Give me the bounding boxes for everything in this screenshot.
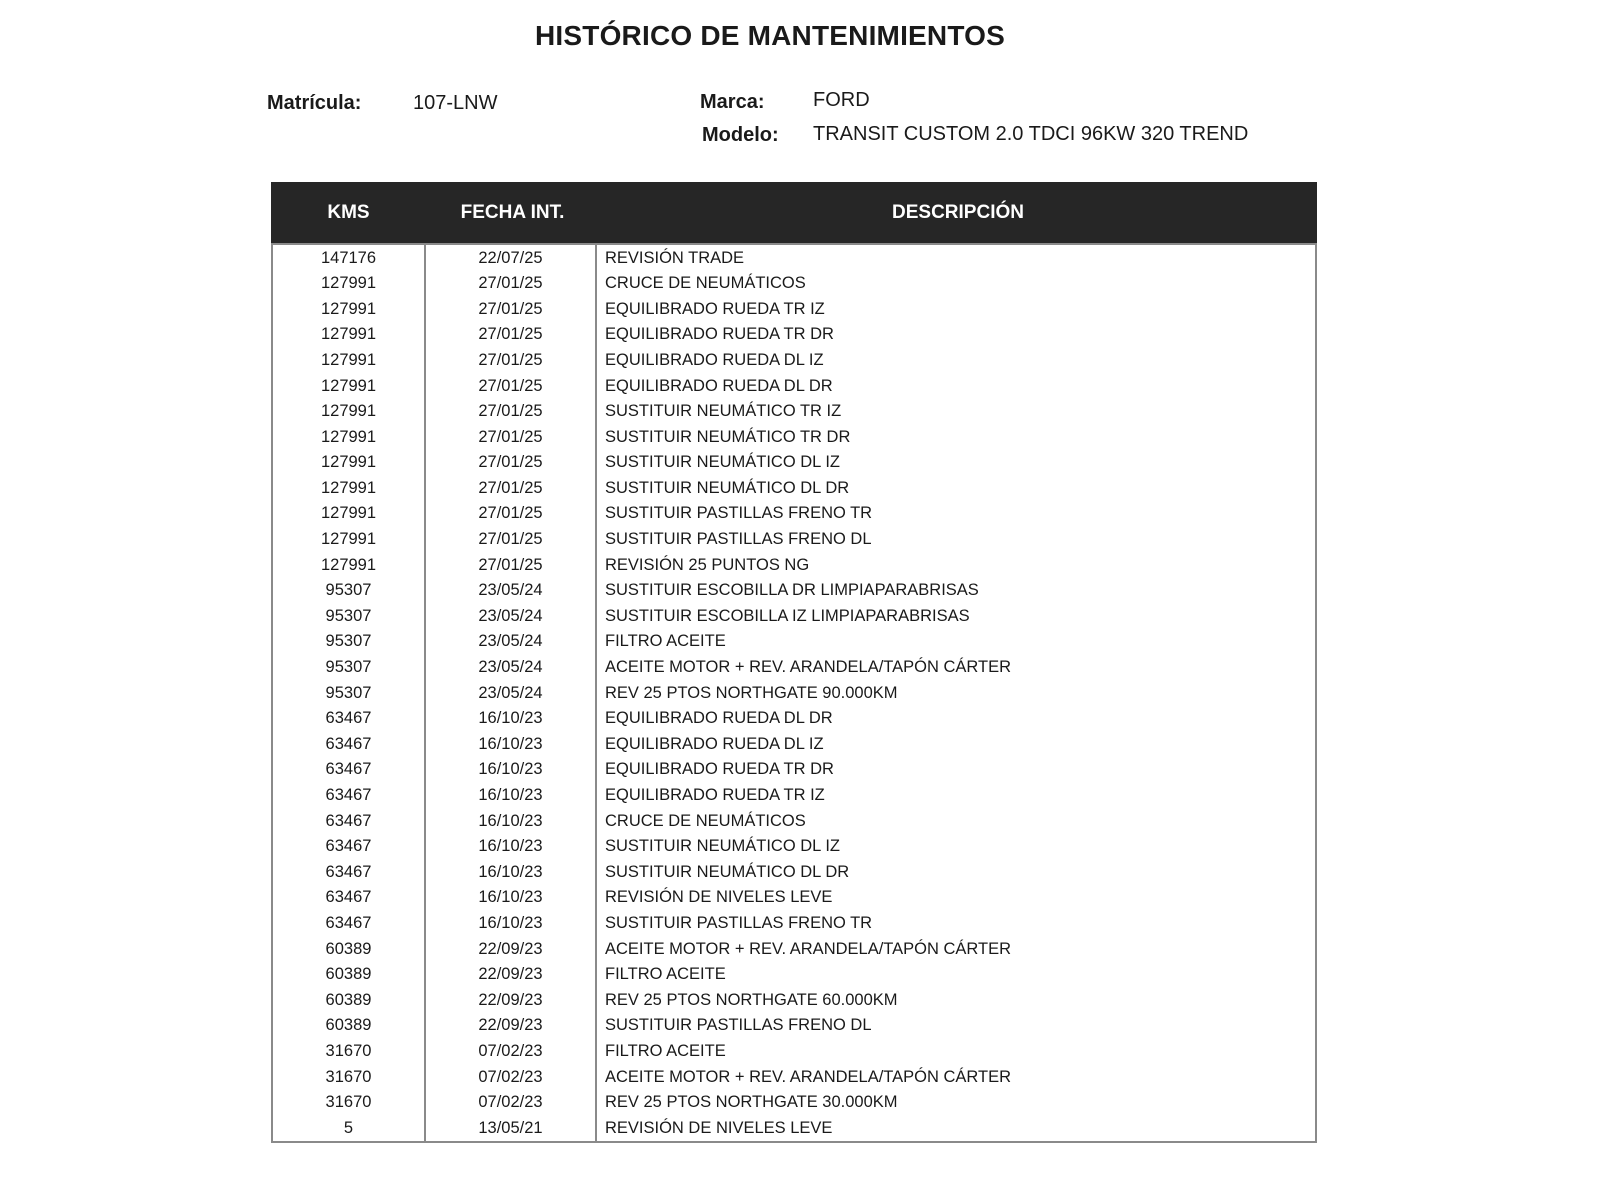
descripcion-cell: REV 25 PTOS NORTHGATE 30.000KM <box>605 1093 898 1112</box>
descripcion-cell: FILTRO ACEITE <box>605 965 726 984</box>
kms-cell: 60389 <box>273 987 426 1013</box>
table-row <box>273 1064 1315 1090</box>
descripcion-cell: SUSTITUIR NEUMÁTICO DL DR <box>605 862 850 881</box>
fecha-cell: 16/10/23 <box>426 885 597 911</box>
descripcion-cell: REVISIÓN DE NIVELES LEVE <box>605 888 833 907</box>
descripcion-cell: ACEITE MOTOR + REV. ARANDELA/TAPÓN CÁRTER <box>605 1067 1012 1086</box>
fecha-cell: 27/01/25 <box>426 322 597 348</box>
descripcion-cell: EQUILIBRADO RUEDA TR DR <box>605 760 834 779</box>
fecha-cell: 22/09/23 <box>426 987 597 1013</box>
descripcion-cell: REV 25 PTOS NORTHGATE 60.000KM <box>605 990 898 1009</box>
fecha-cell: 27/01/25 <box>426 424 597 450</box>
descripcion-cell: CRUCE DE NEUMÁTICOS <box>605 274 806 293</box>
table-row <box>273 655 1315 681</box>
table-row <box>273 1090 1315 1116</box>
descripcion-cell: CRUCE DE NEUMÁTICOS <box>605 811 806 830</box>
column-header-fecha-int: FECHA INT. <box>460 201 565 223</box>
descripcion-cell: ACEITE MOTOR + REV. ARANDELA/TAPÓN CÁRTER <box>605 939 1012 958</box>
table-row <box>273 782 1315 808</box>
kms-cell: 63467 <box>273 706 426 732</box>
fecha-cell: 13/05/21 <box>426 1115 597 1141</box>
fecha-cell: 16/10/23 <box>426 731 597 757</box>
table-row <box>273 475 1315 501</box>
table-row <box>273 450 1315 476</box>
descripcion-cell: REVISIÓN 25 PUNTOS NG <box>605 555 810 574</box>
table-row <box>273 1013 1315 1039</box>
descripcion-cell: EQUILIBRADO RUEDA DL DR <box>605 709 833 728</box>
descripcion-cell: EQUILIBRADO RUEDA TR IZ <box>605 299 825 318</box>
table-row <box>273 936 1315 962</box>
table-body <box>271 243 1317 1143</box>
kms-cell: 63467 <box>273 782 426 808</box>
table-row <box>273 424 1315 450</box>
kms-cell: 127991 <box>273 296 426 322</box>
table-row <box>273 347 1315 373</box>
fecha-cell: 27/01/25 <box>426 527 597 553</box>
table-header <box>271 182 1317 243</box>
descripcion-cell: REVISIÓN DE NIVELES LEVE <box>605 1118 833 1137</box>
page-title: HISTÓRICO DE MANTENIMIENTOS <box>534 20 1005 51</box>
kms-cell: 95307 <box>273 629 426 655</box>
column-header-kms: KMS <box>327 201 370 223</box>
table-row <box>273 834 1315 860</box>
fecha-cell: 07/02/23 <box>426 1090 597 1116</box>
table-row <box>273 322 1315 348</box>
descripcion-cell: EQUILIBRADO RUEDA DL DR <box>605 376 833 395</box>
table-row <box>273 399 1315 425</box>
kms-cell: 5 <box>273 1115 426 1141</box>
table-row <box>273 552 1315 578</box>
kms-cell: 95307 <box>273 603 426 629</box>
kms-cell: 95307 <box>273 680 426 706</box>
fecha-cell: 27/01/25 <box>426 347 597 373</box>
fecha-cell: 27/01/25 <box>426 296 597 322</box>
fecha-cell: 27/01/25 <box>426 373 597 399</box>
descripcion-cell: SUSTITUIR PASTILLAS FRENO DL <box>605 1016 872 1035</box>
descripcion-cell: SUSTITUIR NEUMÁTICO TR DR <box>605 427 851 446</box>
table-row <box>273 885 1315 911</box>
table-row <box>273 757 1315 783</box>
descripcion-cell: SUSTITUIR PASTILLAS FRENO DL <box>605 530 872 549</box>
kms-cell: 31670 <box>273 1090 426 1116</box>
fecha-cell: 27/01/25 <box>426 271 597 297</box>
kms-cell: 31670 <box>273 1038 426 1064</box>
fecha-cell: 22/09/23 <box>426 936 597 962</box>
descripcion-cell: REVISIÓN TRADE <box>605 248 745 267</box>
fecha-cell: 16/10/23 <box>426 910 597 936</box>
descripcion-cell: EQUILIBRADO RUEDA DL IZ <box>605 734 824 753</box>
column-header-descripcion: DESCRIPCIÓN <box>892 201 1024 223</box>
descripcion-cell: FILTRO ACEITE <box>605 1041 726 1060</box>
table-row <box>273 296 1315 322</box>
table-row <box>273 910 1315 936</box>
table-row <box>273 962 1315 988</box>
marca-label: Marca: <box>700 91 765 113</box>
kms-cell: 95307 <box>273 578 426 604</box>
kms-cell: 127991 <box>273 501 426 527</box>
fecha-cell: 27/01/25 <box>426 399 597 425</box>
table-row <box>273 731 1315 757</box>
kms-cell: 127991 <box>273 450 426 476</box>
kms-cell: 127991 <box>273 475 426 501</box>
descripcion-cell: FILTRO ACEITE <box>605 632 726 651</box>
table-row <box>273 501 1315 527</box>
kms-cell: 60389 <box>273 962 426 988</box>
descripcion-cell: SUSTITUIR NEUMÁTICO DL IZ <box>605 837 840 856</box>
kms-cell: 127991 <box>273 271 426 297</box>
descripcion-cell: SUSTITUIR PASTILLAS FRENO TR <box>605 913 873 932</box>
table-row <box>273 603 1315 629</box>
kms-cell: 127991 <box>273 322 426 348</box>
fecha-cell: 22/09/23 <box>426 1013 597 1039</box>
descripcion-cell: EQUILIBRADO RUEDA TR DR <box>605 325 834 344</box>
kms-cell: 60389 <box>273 936 426 962</box>
descripcion-cell: SUSTITUIR ESCOBILLA IZ LIMPIAPARABRISAS <box>605 606 970 625</box>
table-row <box>273 987 1315 1013</box>
modelo-value: TRANSIT CUSTOM 2.0 TDCI 96KW 320 TREND <box>813 123 1249 145</box>
descripcion-cell: SUSTITUIR NEUMÁTICO DL DR <box>605 478 850 497</box>
fecha-cell: 16/10/23 <box>426 782 597 808</box>
kms-cell: 127991 <box>273 347 426 373</box>
table-row <box>273 1115 1315 1141</box>
kms-cell: 127991 <box>273 424 426 450</box>
descripcion-cell: SUSTITUIR ESCOBILLA DR LIMPIAPARABRISAS <box>605 581 979 600</box>
fecha-cell: 07/02/23 <box>426 1038 597 1064</box>
descripcion-cell: EQUILIBRADO RUEDA DL IZ <box>605 350 824 369</box>
kms-cell: 63467 <box>273 885 426 911</box>
table-row <box>273 629 1315 655</box>
kms-cell: 63467 <box>273 757 426 783</box>
table-row <box>273 271 1315 297</box>
fecha-cell: 16/10/23 <box>426 859 597 885</box>
kms-cell: 63467 <box>273 834 426 860</box>
fecha-cell: 27/01/25 <box>426 501 597 527</box>
fecha-cell: 27/01/25 <box>426 475 597 501</box>
matricula-label: Matrícula: <box>267 92 362 114</box>
kms-cell: 147176 <box>273 245 426 271</box>
kms-cell: 95307 <box>273 655 426 681</box>
table-row <box>273 706 1315 732</box>
fecha-cell: 27/01/25 <box>426 552 597 578</box>
fecha-cell: 16/10/23 <box>426 808 597 834</box>
table-row <box>273 527 1315 553</box>
marca-value: FORD <box>813 89 870 111</box>
descripcion-cell: SUSTITUIR PASTILLAS FRENO TR <box>605 504 873 523</box>
fecha-cell: 07/02/23 <box>426 1064 597 1090</box>
table-row <box>273 578 1315 604</box>
kms-cell: 127991 <box>273 527 426 553</box>
kms-cell: 127991 <box>273 373 426 399</box>
descripcion-cell: EQUILIBRADO RUEDA TR IZ <box>605 786 825 805</box>
table-row <box>273 373 1315 399</box>
fecha-cell: 23/05/24 <box>426 680 597 706</box>
table-row <box>273 680 1315 706</box>
matricula-value: 107-LNW <box>413 92 498 114</box>
fecha-cell: 23/05/24 <box>426 629 597 655</box>
kms-cell: 63467 <box>273 808 426 834</box>
fecha-cell: 23/05/24 <box>426 655 597 681</box>
fecha-cell: 16/10/23 <box>426 757 597 783</box>
kms-cell: 63467 <box>273 731 426 757</box>
descripcion-cell: SUSTITUIR NEUMÁTICO DL IZ <box>605 453 840 472</box>
descripcion-cell: REV 25 PTOS NORTHGATE 90.000KM <box>605 683 898 702</box>
kms-cell: 127991 <box>273 552 426 578</box>
table-row <box>273 808 1315 834</box>
modelo-label: Modelo: <box>702 124 779 146</box>
descripcion-cell: ACEITE MOTOR + REV. ARANDELA/TAPÓN CÁRTER <box>605 658 1012 677</box>
fecha-cell: 22/07/25 <box>426 245 597 271</box>
kms-cell: 63467 <box>273 910 426 936</box>
descripcion-cell: SUSTITUIR NEUMÁTICO TR IZ <box>605 402 842 421</box>
kms-cell: 127991 <box>273 399 426 425</box>
table-row <box>273 859 1315 885</box>
kms-cell: 31670 <box>273 1064 426 1090</box>
fecha-cell: 16/10/23 <box>426 834 597 860</box>
kms-cell: 60389 <box>273 1013 426 1039</box>
fecha-cell: 23/05/24 <box>426 603 597 629</box>
fecha-cell: 16/10/23 <box>426 706 597 732</box>
fecha-cell: 22/09/23 <box>426 962 597 988</box>
table-row <box>273 245 1315 271</box>
table-row <box>273 1038 1315 1064</box>
kms-cell: 63467 <box>273 859 426 885</box>
fecha-cell: 23/05/24 <box>426 578 597 604</box>
fecha-cell: 27/01/25 <box>426 450 597 476</box>
